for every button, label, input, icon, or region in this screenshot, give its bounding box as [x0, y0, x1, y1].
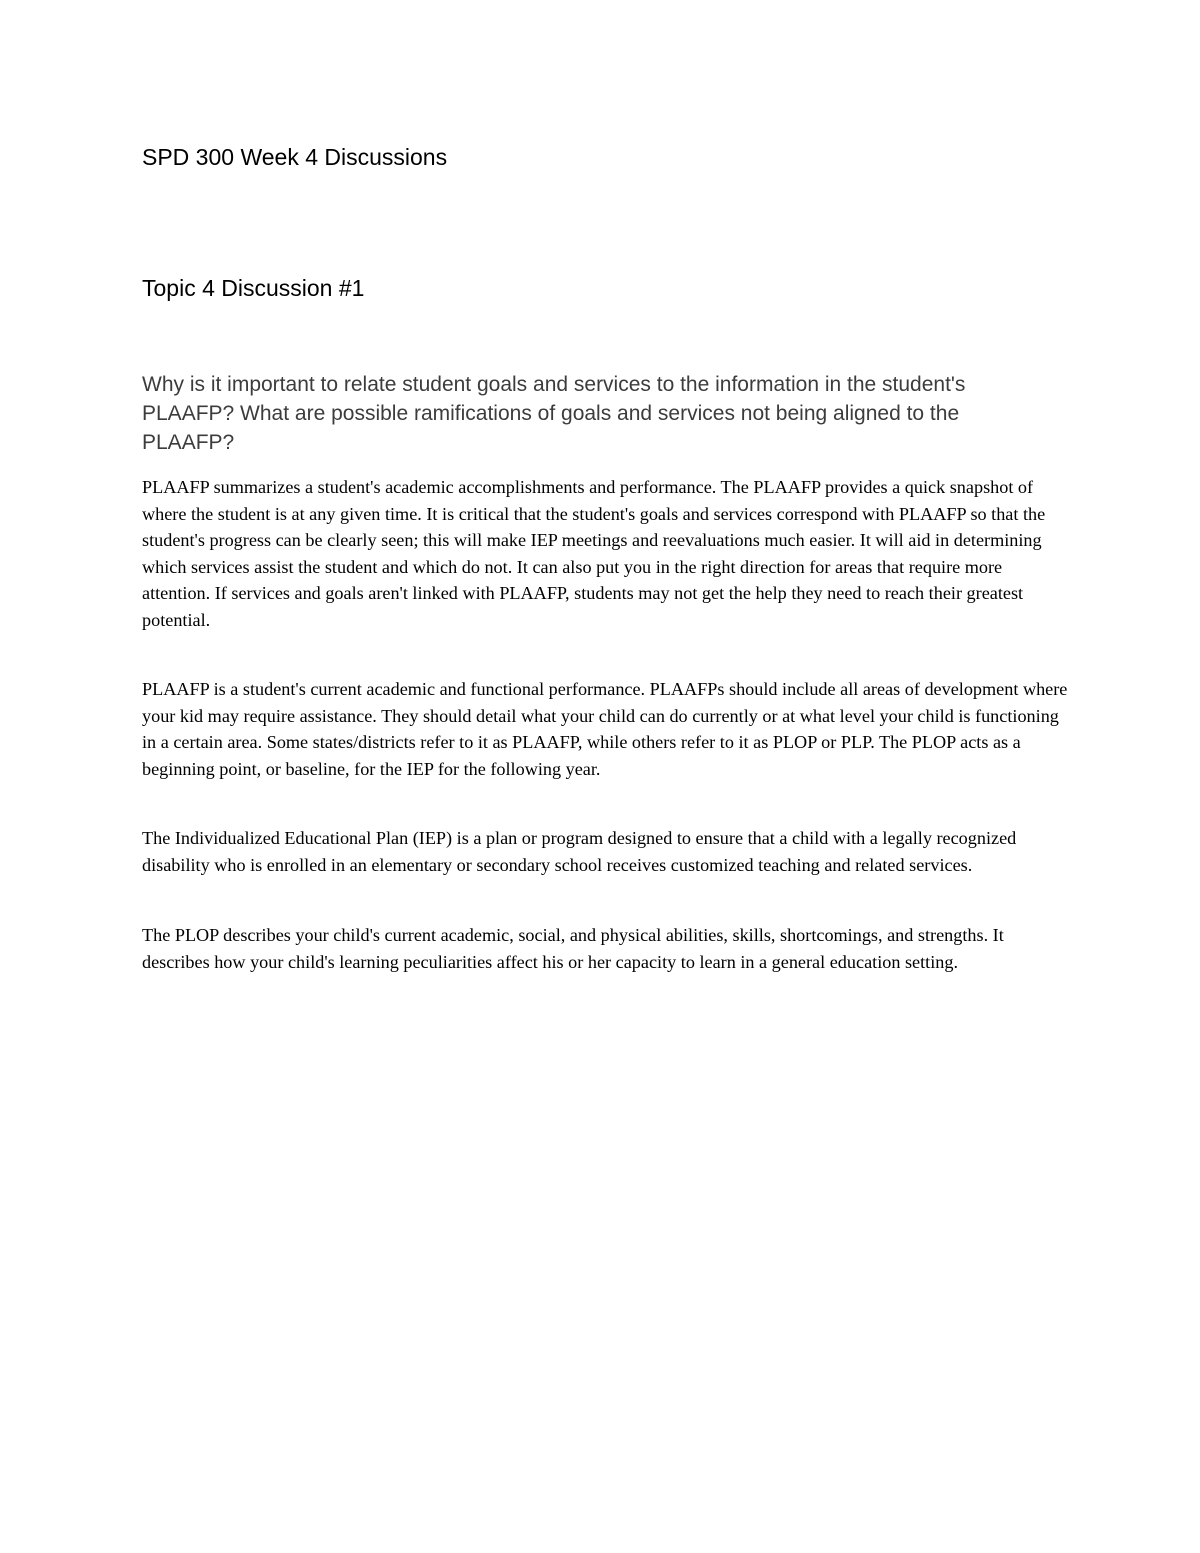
discussion-prompt: Why is it important to relate student goals and services to the information in the student's PLAAFP? What are possible ramifications of goals and services not being aligned to the PLAAFP?	[142, 373, 966, 454]
body-paragraph: PLAAFP summarizes a student's academic accomplishments and performance. The PLAAFP provides a quick snapshot of where the student is at any given time. It is critical that the student's goals and services correspond with PLAAFP so that the student's progress can be clearly seen; this will make IEP meetings and reevaluations much easier. It will aid in determining which services assist the student and which do not. It can also put you in the right direction for areas that require more attention. If services and goals aren't linked with PLAAFP, students may not get the help they need to reach their greatest potential.	[142, 477, 1046, 630]
document-title: SPD 300 Week 4 Discussions	[142, 144, 448, 170]
body-paragraph: The Individualized Educational Plan (IEP) is a plan or program designed to ensure that a child with a legally recognized disability who is enrolled in an elementary or secondary school receives customized teaching and related services.	[142, 828, 1017, 875]
body-paragraph: PLAAFP is a student's current academic and functional performance. PLAAFPs should include all areas of development where your kid may require assistance. They should detail what your child can do currently or at what level your child is functioning in a certain area. Some states/districts refer to it as PLAAFP, while others refer to it as PLOP or PLP. The PLOP acts as a beginning point, or baseline, for the IEP for the following year.	[142, 679, 1068, 779]
body-paragraph: The PLOP describes your child's current academic, social, and physical abilities, skills, shortcomings, and strengths. It describes how your child's learning peculiarities affect his or her capacity to learn in a general education setting.	[142, 925, 1004, 972]
section-heading: Topic 4 Discussion #1	[142, 275, 365, 301]
